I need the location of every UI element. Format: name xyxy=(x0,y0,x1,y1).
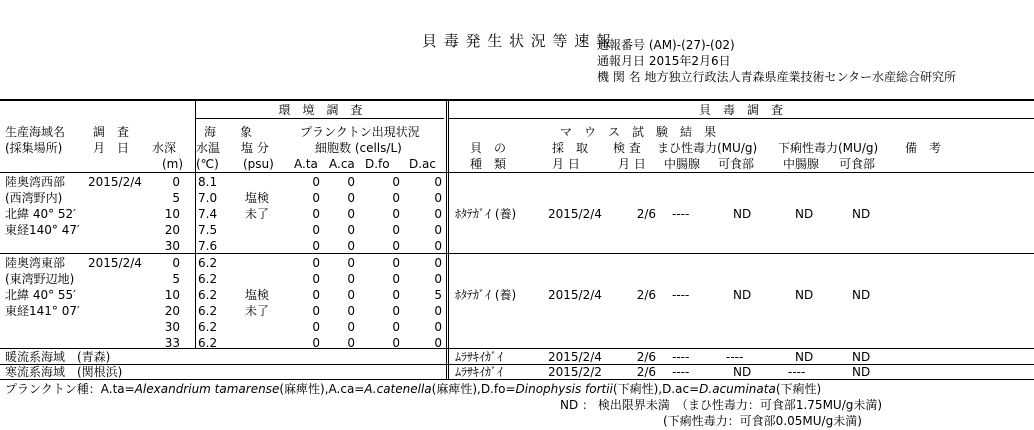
ata-type: (麻痺性), xyxy=(279,382,329,396)
temp-header: 水温 xyxy=(196,141,221,155)
temp-cell: 6.2 xyxy=(198,256,218,270)
depth-cell: 20 xyxy=(164,304,180,318)
env-header-rule xyxy=(195,118,444,119)
env-right-rule xyxy=(446,100,447,379)
dfo-cell: 0 xyxy=(392,272,400,286)
shellfish-header: 貝 の xyxy=(470,141,507,155)
test-header: 検 査 xyxy=(613,141,641,155)
salinity-cell: 未了 xyxy=(245,304,270,318)
dfo-species: Dinophysis fortii xyxy=(515,382,613,396)
cells-header: 細胞数 (cells/L) xyxy=(315,141,402,155)
aca-header: A.ca xyxy=(329,157,355,171)
station-longitude: 東経141° 07′ xyxy=(5,304,80,318)
psp-hepatopancreas: ---- xyxy=(672,350,690,364)
dsp-hepatopancreas: ---- xyxy=(788,365,806,379)
station-name: 陸奥湾東部 xyxy=(5,256,66,270)
aca-cell: 0 xyxy=(347,320,355,334)
table-top-rule xyxy=(0,99,1034,101)
temp-cell: 7.6 xyxy=(198,239,218,253)
aca-cell: 0 xyxy=(347,239,355,253)
sample-date-header: 月 日 xyxy=(552,157,580,171)
shell-header-rule xyxy=(448,118,1034,119)
dsp-hepatopancreas: ND xyxy=(795,288,814,302)
dac-cell: 0 xyxy=(434,175,442,189)
dac-species: D.acuminata xyxy=(699,382,776,396)
shellfish-sub-header: 種 類 xyxy=(470,157,507,171)
depth-cell: 5 xyxy=(172,191,180,205)
temp-cell: 8.1 xyxy=(198,175,218,189)
ata-cell: 0 xyxy=(312,336,320,350)
dac-cell: 0 xyxy=(434,256,442,270)
depth-cell: 20 xyxy=(164,223,180,237)
env-left-rule-2 xyxy=(195,254,196,348)
salinity-cell: 未了 xyxy=(245,207,270,221)
dsp-hepatopancreas: ND xyxy=(795,350,814,364)
aca-type: (麻痺性), xyxy=(431,382,481,396)
depth-cell: 10 xyxy=(164,288,180,302)
aca-cell: 0 xyxy=(347,223,355,237)
dfo-cell: 0 xyxy=(392,256,400,270)
aca-cell: 0 xyxy=(347,288,355,302)
temp-cell: 7.4 xyxy=(198,207,218,221)
station-site: (西湾野内) xyxy=(5,191,63,205)
psp-hepatopancreas: ---- xyxy=(672,365,690,379)
plankton-header: プランクトン出現状況 xyxy=(300,125,420,139)
report-number: 通報番号 (AM)-(27)-(02) xyxy=(597,38,735,52)
header-bottom-rule xyxy=(0,172,1034,173)
env-survey-header: 環 境 調 査 xyxy=(278,103,363,117)
table-bottom-rule xyxy=(0,379,1034,380)
station-site: (東湾野辺地) xyxy=(5,272,75,286)
dfo-header: D.fo xyxy=(365,157,390,171)
shellfish-species: ﾑﾗｻｷｲｶﾞｲ xyxy=(455,350,504,364)
dsp-hepatopancreas: ND xyxy=(795,207,814,221)
ata-cell: 0 xyxy=(312,207,320,221)
ata-cell: 0 xyxy=(312,191,320,205)
report-date: 通報月日 2015年2月6日 xyxy=(597,54,731,68)
dsp-edible: ND xyxy=(852,365,871,379)
dfo-code: D.fo= xyxy=(480,382,516,396)
area-name: 寒流系海域 (関根浜) xyxy=(5,365,123,379)
aca-cell: 0 xyxy=(347,336,355,350)
ata-cell: 0 xyxy=(312,288,320,302)
legend-prefix: プランクトン種： xyxy=(5,382,101,396)
psp-edible: ND xyxy=(733,365,752,379)
aca-cell: 0 xyxy=(347,256,355,270)
test-date: 2/6 xyxy=(636,365,656,379)
ata-species: Alexandrium tamarense xyxy=(134,382,280,396)
dfo-cell: 0 xyxy=(392,336,400,350)
psp-edi-header: 可食部 xyxy=(718,157,755,171)
dac-cell: 0 xyxy=(434,207,442,221)
depth-header: 水深 xyxy=(152,141,177,155)
report-organization: 機 関 名 地方独立行政法人青森県産業技術センター水産総合研究所 xyxy=(597,70,956,84)
test-date-header: 月 日 xyxy=(618,157,646,171)
dfo-cell: 0 xyxy=(392,239,400,253)
env-left-rule-1 xyxy=(195,100,196,253)
depth-cell: 33 xyxy=(164,336,180,350)
shell-left-rule xyxy=(448,100,449,379)
temp-cell: 6.2 xyxy=(198,336,218,350)
dfo-type: (下痢性), xyxy=(612,382,663,396)
dfo-cell: 0 xyxy=(392,223,400,237)
dac-cell: 0 xyxy=(434,239,442,253)
dac-cell: 0 xyxy=(434,336,442,350)
sample-header: 採 取 xyxy=(552,141,589,155)
dfo-cell: 0 xyxy=(392,320,400,334)
dac-cell: 0 xyxy=(434,320,442,334)
dfo-cell: 0 xyxy=(392,191,400,205)
dsp-edible: ND xyxy=(852,288,871,302)
dsp-edible: ND xyxy=(852,350,871,364)
dac-code: D.ac= xyxy=(662,382,700,396)
survey-header: 調 査 xyxy=(93,125,130,139)
dac-cell: 0 xyxy=(434,272,442,286)
dac-type: (下痢性) xyxy=(775,382,822,396)
temp-cell: 6.2 xyxy=(198,288,218,302)
aca-cell: 0 xyxy=(347,207,355,221)
salinity-cell: 塩検 xyxy=(245,191,270,205)
dac-cell: 0 xyxy=(434,304,442,318)
depth-cell: 30 xyxy=(164,239,180,253)
sample-date: 2015/2/4 xyxy=(548,350,602,364)
temp-cell: 7.0 xyxy=(198,191,218,205)
station-name: 陸奥湾西部 xyxy=(5,175,66,189)
dsp-header: 下痢性毒力(MU/g) xyxy=(778,141,879,155)
area-header: 生産海域名 xyxy=(5,125,66,139)
salinity-unit: (psu) xyxy=(243,157,274,171)
psp-edible: ND xyxy=(733,288,752,302)
shellfish-survey-header: 貝 毒 調 査 xyxy=(698,103,783,117)
ata-cell: 0 xyxy=(312,239,320,253)
ata-cell: 0 xyxy=(312,304,320,318)
aca-code: A.ca= xyxy=(328,382,365,396)
dsp-edible: ND xyxy=(852,207,871,221)
shellfish-species: ﾑﾗｻｷｲｶﾞｲ xyxy=(455,365,504,379)
salinity-cell: 塩検 xyxy=(245,288,270,302)
ata-header: A.ta xyxy=(294,157,318,171)
sample-date: 2015/2/4 xyxy=(548,288,602,302)
depth-cell: 0 xyxy=(172,256,180,270)
temp-cell: 6.2 xyxy=(198,272,218,286)
salinity-header: 塩 分 xyxy=(241,141,269,155)
depth-cell: 30 xyxy=(164,320,180,334)
remarks-header: 備 考 xyxy=(905,141,942,155)
dfo-cell: 0 xyxy=(392,304,400,318)
aca-cell: 0 xyxy=(347,272,355,286)
dac-cell: 0 xyxy=(434,191,442,205)
aca-cell: 0 xyxy=(347,175,355,189)
psp-hep-header: 中腸腺 xyxy=(664,157,701,171)
psp-hepatopancreas: ---- xyxy=(672,207,690,221)
dfo-cell: 0 xyxy=(392,288,400,302)
station-divider-rule xyxy=(0,253,1034,254)
ata-cell: 0 xyxy=(312,175,320,189)
area-sub-header: (採集場所) xyxy=(5,141,63,155)
dac-cell: 0 xyxy=(434,223,442,237)
other-divider-rule xyxy=(0,364,1034,365)
dac-cell: 5 xyxy=(434,288,442,302)
depth-cell: 10 xyxy=(164,207,180,221)
sample-date: 2015/2/4 xyxy=(548,207,602,221)
survey-date: 2015/2/4 xyxy=(88,256,142,270)
aca-species: A.catenella xyxy=(364,382,432,396)
shellfish-species: ﾎﾀﾃｶﾞｲ (養) xyxy=(455,207,517,221)
station-longitude: 東経140° 47′ xyxy=(5,223,80,237)
shellfish-species: ﾎﾀﾃｶﾞｲ (養) xyxy=(455,288,517,302)
station-latitude: 北緯 40° 52′ xyxy=(5,207,76,221)
plankton-legend xyxy=(5,382,821,396)
depth-unit: (m) xyxy=(162,157,184,171)
sea-condition-header: 海 象 xyxy=(204,125,253,139)
survey-date-header: 月 日 xyxy=(93,141,130,155)
ata-cell: 0 xyxy=(312,256,320,270)
psp-hepatopancreas: ---- xyxy=(672,288,690,302)
dsp-edi-header: 可食部 xyxy=(839,157,876,171)
depth-cell: 0 xyxy=(172,175,180,189)
page-title xyxy=(0,6,1034,62)
dfo-cell: 0 xyxy=(392,207,400,221)
dac-header: D.ac xyxy=(409,157,437,171)
dsp-hep-header: 中腸腺 xyxy=(783,157,820,171)
temp-cell: 6.2 xyxy=(198,320,218,334)
ata-cell: 0 xyxy=(312,320,320,334)
temp-cell: 6.2 xyxy=(198,304,218,318)
psp-edible: ND xyxy=(733,207,752,221)
sample-date: 2015/2/2 xyxy=(548,365,602,379)
temp-cell: 7.5 xyxy=(198,223,218,237)
mouse-test-header: マ ウ ス 試 験 結 果 xyxy=(560,125,717,139)
ata-code: A.ta= xyxy=(100,382,135,396)
aca-cell: 0 xyxy=(347,304,355,318)
ata-cell: 0 xyxy=(312,223,320,237)
station-latitude: 北緯 40° 55′ xyxy=(5,288,76,302)
nd-note: ND ： 検出限界未満 （まひ性毒力：可食部1.75MU/g未満) xyxy=(560,398,883,412)
test-date: 2/6 xyxy=(636,207,656,221)
test-date: 2/6 xyxy=(636,350,656,364)
ata-cell: 0 xyxy=(312,272,320,286)
depth-cell: 5 xyxy=(172,272,180,286)
aca-cell: 0 xyxy=(347,191,355,205)
psp-edible: ---- xyxy=(726,350,744,364)
dfo-cell: 0 xyxy=(392,175,400,189)
title-text: 貝 毒 発 生 状 況 等 速 報 xyxy=(421,32,613,50)
psp-header: まひ性毒力(MU/g) xyxy=(657,141,758,155)
area-name: 暖流系海域 (青森) xyxy=(5,350,111,364)
nd-note-dsp: (下痢性毒力：可食部0.05MU/g未満) xyxy=(663,414,862,428)
test-date: 2/6 xyxy=(636,288,656,302)
temp-unit: (℃) xyxy=(196,157,219,171)
survey-date: 2015/2/4 xyxy=(88,175,142,189)
